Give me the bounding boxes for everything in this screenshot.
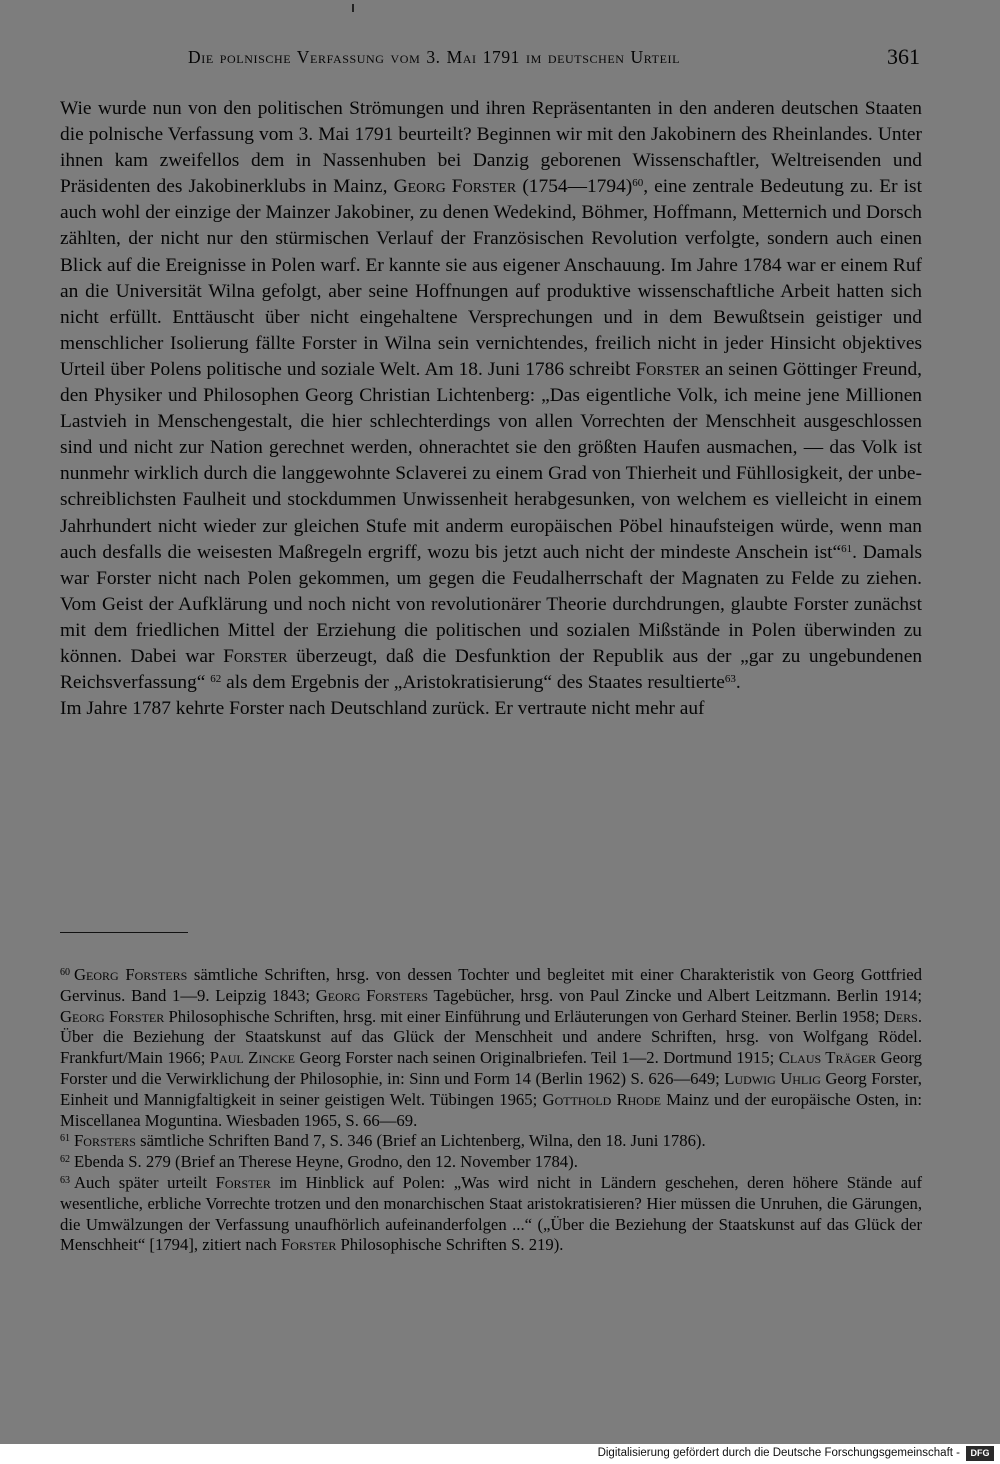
text-run: (1754—1794) — [516, 176, 633, 198]
author-name: Ders. — [883, 1006, 922, 1026]
footnotes — [60, 965, 922, 1256]
paragraph-2: Im Jahre 1787 kehrte Forster nach Deutschland zurück. Er vertraute nicht mehr auf — [60, 698, 705, 720]
text-run: Philosophische Schriften, hrsg. mit einer Einführung und Erläuterungen von Gerhard Steiner. Berlin 1958; — [164, 1006, 884, 1026]
author-name: Georg Forster — [393, 176, 517, 198]
text-run: Wie wurde nun von den politischen Strömungen und ihren Repräsentanten in den anderen deutschen Staaten die polnische Verfassung vom 3. Mai 1791 beurteilt? Beginnen wir mit den Jakobinern des Rheinlandes. Unter ihnen kam zweifellos dem in Nassenhuben bei Danzig geborenen Wissenschaftler, Weltreisenden und Präsidenten des Jakobinerklubs in Mainz, — [60, 98, 922, 198]
footnote-ref-63[interactable]: 63 — [724, 673, 736, 686]
footnote-ref-62[interactable]: 62 — [210, 673, 222, 686]
footnote-61 — [60, 1131, 922, 1152]
author-name: Gotthold Rhode — [542, 1089, 661, 1109]
author-name: Georg Forsters — [315, 985, 429, 1005]
text-run: . Damals war Forster nicht nach Polen gekommen, um gegen die Feudalherrschaft der Magnaten zu Felde zu ziehen. Vom Geist der Aufklärung und noch nicht von revolutionärer Theorie durchdrungen, glaubte Forster zunächst mit dem friedlichen Mittel der Erziehung die politischen und sozialen Mißstände in Polen überwinden zu können. Dabei war — [60, 541, 922, 667]
digitization-footer — [0, 1444, 1000, 1464]
author-name: Ludwig Uhlig — [724, 1068, 821, 1088]
footnote-ref-61[interactable]: 61 — [841, 542, 853, 555]
footnote-60 — [60, 965, 922, 1131]
author-name: Georg Forster — [60, 1006, 165, 1026]
text-run: Georg Forster nach seinen Originalbriefen. Teil 1—2. Dortmund 1915; — [295, 1048, 779, 1068]
text-run: im Hinblick auf Polen: „Was wird nicht in Ländern geschehen, deren höhere Stände auf wesentliche, erbliche Vorrechte trotzen und den monarchischen Staat aristokratisieren? Hier müssen die Unruhen, die Gärungen, die Umwälzungen der Verfassung unaufhörlich aufeinanderfolgen ...“ („Über die Beziehung der Staatskunst auf das Glück der Menschheit“ [1794], zitiert nach — [60, 1172, 923, 1255]
author-name: Paul Zincke — [209, 1048, 295, 1068]
footnote-number: 63 — [60, 1174, 70, 1186]
page-number: 361 — [887, 44, 920, 69]
footnote-62 — [60, 1152, 922, 1173]
author-name: Forster — [223, 645, 288, 667]
author-name: Georg Forsters — [74, 965, 188, 984]
body-text — [60, 96, 922, 722]
text-run: überzeugt, daß die Desfunktion der Republik aus der „gar zu ungebundenen Reichsverfassung“ — [60, 645, 923, 694]
text-run: Tagebücher, hrsg. von Paul Zincke und Albert Leitzmann. Berlin 1914; — [428, 985, 922, 1005]
footnote-number: 60 — [60, 967, 70, 978]
text-run: Georg Forster und die Verwirklichung der Philosophie, in: Sinn und Form 14 (Berlin 1962) S. 626—649; — [60, 1048, 922, 1088]
text-run: an seinen Göttinger Freund, den Physiker und Philosophen Georg Christian Lichtenberg: „Das eigentliche Volk, ich meine jene Millionen Lastvieh in Menschengestalt, die hier schlechterdings von allen Vorrechten der Menschheit ausgeschlossen sind und nicht zur Nation gerechnet werden, ohnerachtet sie den größten Haufen ausmachen, — das Volk ist nunmehr wirklich durch die langgewohnte Sclaverei zu einem Grad von Thierheit und Fühllosigkeit, der unbeschreiblichsten Faulheit und stockdummen Unwissenheit herabgesunken, von welchem es vielleicht in einem Jahrhundert nicht wieder zur gleichen Stufe mit anderm europäischen Pöbel hinaufsteigen würde, wenn man auch desfalls die weisesten Maßregeln ergriff, wozu bis jetzt auch nicht der mindeste Anschein ist“ — [60, 358, 922, 563]
author-name: Forster — [635, 358, 700, 380]
author-name: Claus Träger — [778, 1048, 877, 1068]
text-run: Auch später urteilt — [74, 1172, 216, 1192]
digitization-credit: Digitalisierung gefördert durch die Deutsche Forschungsgemeinschaft - — [597, 1447, 960, 1459]
footnote-separator — [60, 932, 188, 933]
paragraph-1 — [60, 96, 922, 696]
text-run: Mainz und der europäische Osten, in: Miscellanea Moguntina. Wiesbaden 1965, S. 66—69. — [60, 1089, 922, 1130]
text-run: Georg Forster, Einheit und Mannigfaltigkeit in seiner geistigen Welt. Tübingen 1965; — [60, 1068, 922, 1109]
scan-artifact-mark — [352, 4, 354, 12]
text-run: Über die Beziehung der Staatskunst auf das Glück der Menschheit und andere Schriften, hrsg. von Wolfgang Rödel. Frankfurt/Main 1966; — [60, 1027, 922, 1068]
footnote-63 — [60, 1173, 922, 1256]
running-title: Die polnische Verfassung vom 3. Mai 1791 im deutschen Urteil — [188, 47, 681, 67]
footnote-number: 61 — [60, 1133, 70, 1145]
text-run: , eine zentrale Bedeutung zu. Er ist auch wohl der einzige der Mainzer Jakobiner, zu denen Wedekind, Böhmer, Hoffmann, Metternich und Dorsch zählten, der nicht nur den stürmischen Verlauf der Französischen Revolution verfolgte, sondern auch einen Blick auf die Ereignisse in Polen warf. Er kannte sie aus eigener Anschauung. Im Jahre 1784 war er einem Ruf an die Universität Wilna gefolgt, aber seine Hoffnungen auf produktive wissenschaftliche Arbeit hatten sich nicht erfüllt. Enttäuscht über nicht eingehaltene Versprechungen und in dem Bewußtsein geistiger und menschlicher Isolierung fällte Forster in Wilna sein vernichtendes, freilich nicht in jeder Hinsicht objektives Urteil über Polens politische und soziale Welt. Am 18. Juni 1786 schreibt — [60, 176, 922, 380]
author-name: Forster — [215, 1172, 271, 1192]
text-run: . — [735, 672, 741, 694]
author-name: Forster — [281, 1235, 337, 1255]
footnote-ref-60[interactable]: 60 — [632, 177, 644, 190]
text-run: Ebenda S. 279 (Brief an Therese Heyne, Grodno, den 12. November 1784). — [74, 1152, 578, 1172]
text-run: sämtliche Schriften Band 7, S. 346 (Brief an Lichtenberg, Wilna, den 18. Juni 1786). — [135, 1131, 706, 1151]
text-run: sämtliche Schriften, hrsg. von dessen Tochter und begleitet mit einer Charakteristik von Georg Gottfried Gervinus. Band 1—9. Leipzig 1843; — [60, 965, 922, 1005]
author-name: Forsters — [74, 1131, 136, 1151]
text-run: Philosophische Schriften S. 219). — [336, 1235, 564, 1255]
footnote-number: 62 — [60, 1154, 70, 1166]
running-head — [60, 44, 922, 74]
text-run: als dem Ergebnis der „Aristokratisierung“ des Staates resultierte — [221, 672, 725, 694]
dfg-logo-icon[interactable]: DFG — [966, 1446, 994, 1461]
